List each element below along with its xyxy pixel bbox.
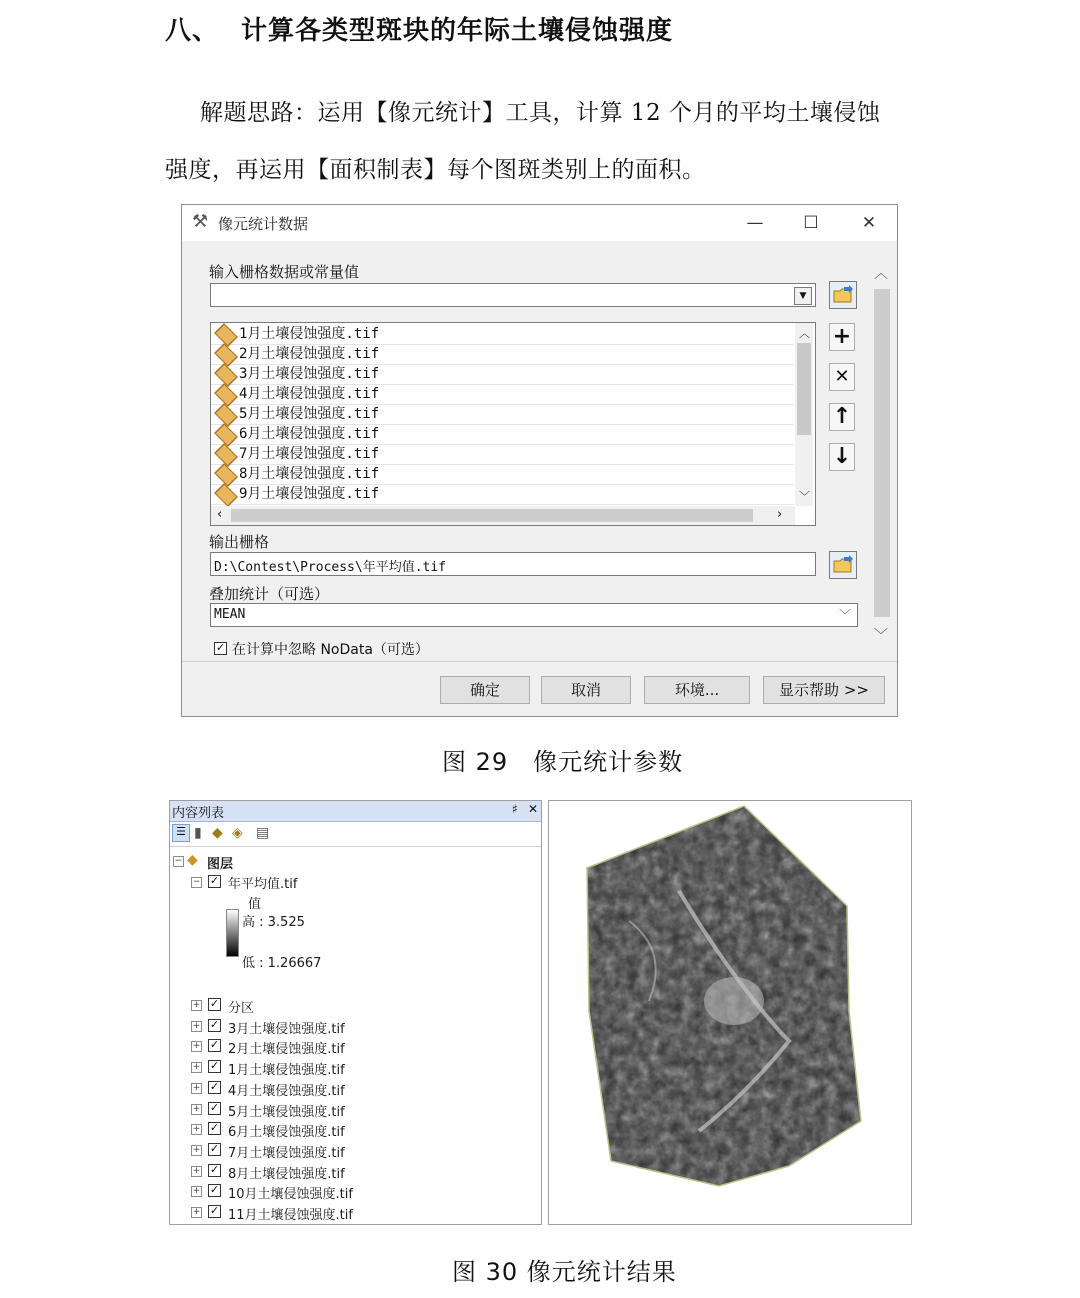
collapse-icon[interactable]: −	[174, 856, 183, 866]
toc-toolbar	[172, 823, 292, 845]
figure-29-caption: 图 29 像元统计参数	[442, 748, 684, 776]
toc-layer-item[interactable]: 分区	[228, 1001, 255, 1016]
scroll-down-icon[interactable]: ﹀	[874, 628, 888, 644]
toc-layer-item[interactable]: 2月土壤侵蚀强度.tif	[228, 1042, 345, 1058]
pin-icon[interactable]: ♯	[512, 802, 518, 816]
list-item-label: 7月土壤侵蚀强度.tif	[239, 446, 380, 462]
output-raster-label: 输出栅格	[209, 533, 270, 551]
move-down-button[interactable]: ↓	[829, 443, 855, 471]
close-button[interactable]: ✕	[861, 213, 877, 233]
toc-layer-item[interactable]: 6月土壤侵蚀强度.tif	[228, 1125, 345, 1141]
layer-visibility-checkbox[interactable]: ✓	[209, 1121, 220, 1135]
legend-high: 高 : 3.525	[242, 915, 305, 930]
figure-30-caption: 图 30 像元统计结果	[452, 1258, 677, 1286]
list-hscroll-thumb[interactable]	[231, 509, 753, 522]
expand-icon[interactable]: +	[192, 1000, 201, 1010]
maximize-button[interactable]: ☐	[803, 213, 819, 233]
list-item-label: 2月土壤侵蚀强度.tif	[239, 346, 380, 362]
layer-visibility-checkbox[interactable]: ✓	[209, 1204, 220, 1217]
expand-icon[interactable]: +	[192, 1020, 201, 1031]
list-item[interactable]	[211, 404, 794, 425]
folder-icon	[830, 282, 856, 308]
list-item[interactable]	[211, 464, 794, 485]
layer-visibility-checkbox[interactable]: ✓	[209, 1079, 220, 1093]
dialog-divider	[182, 661, 897, 662]
expand-icon[interactable]: +	[192, 1124, 201, 1135]
layers-root-label: 图层	[207, 857, 234, 872]
scroll-up-icon[interactable]: ︿	[874, 266, 888, 282]
toc-layer-item[interactable]: 1月土壤侵蚀强度.tif	[228, 1063, 345, 1079]
list-item[interactable]	[211, 444, 794, 465]
legend-color-ramp	[226, 909, 239, 957]
dialog-titlebar	[182, 205, 897, 241]
cell-statistics-dialog	[181, 204, 898, 717]
legend-low: 低 : 1.26667	[242, 956, 322, 971]
toc-layer-item[interactable]: 10月土壤侵蚀强度.tif	[228, 1187, 353, 1203]
list-item-label: 1月土壤侵蚀强度.tif	[239, 326, 380, 342]
list-item[interactable]	[211, 384, 794, 405]
ignore-nodata-checkbox[interactable]: ✓	[215, 641, 226, 654]
cancel-button[interactable]: 取消	[541, 676, 631, 704]
toc-divider	[170, 846, 542, 847]
show-help-button[interactable]: 显示帮助 >>	[763, 676, 885, 704]
list-item-label: 9月土壤侵蚀强度.tif	[239, 486, 380, 502]
toc-header	[170, 801, 542, 822]
expand-icon[interactable]: +	[192, 1207, 201, 1217]
paragraph-line-2: 强度，再运用【面积制表】每个图斑类别上的面积。	[165, 157, 706, 183]
section-number: 八、	[165, 16, 220, 46]
list-scroll-right-icon[interactable]: ›	[777, 507, 783, 522]
options-icon[interactable]: ▤	[256, 825, 270, 841]
raster-icon	[214, 483, 238, 507]
collapse-icon[interactable]: −	[192, 877, 201, 887]
input-raster-label: 输入栅格数据或常量值	[209, 263, 360, 281]
layer-visibility-checkbox[interactable]: ✓	[209, 1017, 220, 1031]
expand-icon[interactable]: +	[192, 1186, 201, 1197]
dialog-title: 像元统计数据	[218, 215, 309, 233]
list-item[interactable]	[211, 484, 794, 505]
list-item[interactable]	[211, 364, 794, 385]
list-by-selection-icon[interactable]: ◈	[232, 825, 243, 841]
layer-visibility-checkbox[interactable]: ✓	[209, 1038, 220, 1052]
list-scroll-up-icon[interactable]: ︿	[799, 327, 810, 340]
table-of-contents-panel	[169, 800, 542, 1225]
list-item-label: 5月土壤侵蚀强度.tif	[239, 406, 380, 422]
input-raster-list[interactable]	[210, 322, 816, 526]
toc-layer-item[interactable]: 11月土壤侵蚀强度.tif	[228, 1208, 353, 1223]
output-raster-field[interactable]	[210, 552, 816, 576]
layers-icon: ◆	[187, 852, 198, 868]
layer-visibility-checkbox[interactable]: ✓	[209, 1059, 220, 1073]
input-raster-combo[interactable]	[210, 283, 816, 307]
paragraph-line-1: 解题思路：运用【像元统计】工具，计算 12 个月的平均土壤侵蚀	[200, 100, 881, 126]
layer-visibility-checkbox[interactable]: ✓	[209, 1141, 220, 1155]
chevron-down-icon[interactable]: ﹀	[838, 608, 851, 622]
toc-title: 内容列表	[172, 806, 225, 821]
list-item[interactable]	[211, 344, 794, 365]
move-up-button[interactable]: ↑	[829, 403, 855, 431]
list-scroll-left-icon[interactable]: ‹	[217, 507, 223, 522]
ok-button[interactable]: 确定	[440, 676, 530, 704]
add-button[interactable]: +	[829, 323, 855, 351]
list-item-label: 4月土壤侵蚀强度.tif	[239, 386, 380, 402]
section-heading	[165, 10, 673, 47]
expand-icon[interactable]: +	[192, 1082, 201, 1093]
dropdown-arrow-icon[interactable]: ▼	[794, 287, 812, 305]
list-vscroll[interactable]	[795, 323, 813, 506]
ignore-nodata-label: 在计算中忽略 NoData（可选）	[232, 642, 429, 658]
overlay-statistic-select[interactable]	[210, 603, 858, 627]
minimize-button[interactable]: —	[746, 213, 764, 233]
list-by-source-icon[interactable]: ▮	[194, 825, 202, 841]
expand-icon[interactable]: +	[192, 1041, 201, 1052]
mean-layer-label[interactable]: 年平均值.tif	[228, 877, 298, 892]
legend-title: 值	[248, 897, 262, 912]
layer-visibility-checkbox[interactable]: ✓	[209, 1183, 220, 1197]
list-scroll-down-icon[interactable]: ﹀	[799, 490, 810, 503]
close-icon[interactable]: ✕	[528, 802, 539, 816]
layer-visibility-checkbox[interactable]: ✓	[209, 1162, 220, 1176]
remove-button[interactable]: ✕	[829, 363, 855, 391]
toc-layer-item[interactable]: 3月土壤侵蚀强度.tif	[228, 1021, 345, 1037]
list-by-visibility-icon[interactable]: ◆	[212, 825, 223, 841]
layer-visibility-checkbox[interactable]: ✓	[209, 874, 220, 887]
layer-visibility-checkbox[interactable]: ✓	[209, 1100, 220, 1114]
overlay-statistic-value: MEAN	[214, 607, 246, 622]
output-raster-value: D:\Contest\Process\年平均值.tif	[214, 560, 447, 575]
dialog-scrollbar[interactable]	[872, 263, 892, 643]
list-item-label: 8月土壤侵蚀强度.tif	[239, 466, 380, 482]
toc-layer-item[interactable]: 4月土壤侵蚀强度.tif	[228, 1083, 345, 1099]
expand-icon[interactable]: +	[192, 1144, 201, 1155]
expand-icon[interactable]: +	[192, 1103, 201, 1114]
scroll-thumb[interactable]	[874, 289, 890, 617]
mean-erosion-raster-map	[549, 801, 911, 1224]
expand-icon[interactable]: +	[192, 1165, 201, 1176]
toc-layer-item[interactable]: 5月土壤侵蚀强度.tif	[228, 1104, 345, 1120]
list-item[interactable]	[211, 324, 794, 345]
toc-layer-item[interactable]: 7月土壤侵蚀强度.tif	[228, 1145, 345, 1161]
folder-icon	[830, 552, 856, 578]
environments-button[interactable]: 环境...	[644, 676, 750, 704]
list-vscroll-thumb[interactable]	[797, 343, 811, 435]
list-by-drawing-order-icon[interactable]: ☰	[172, 824, 190, 842]
browse-output-button[interactable]	[829, 551, 857, 579]
hammer-icon: ⚒	[192, 211, 209, 232]
layer-visibility-checkbox[interactable]: ✓	[209, 997, 220, 1010]
expand-icon[interactable]: +	[192, 1062, 201, 1073]
overlay-statistic-label: 叠加统计（可选）	[209, 585, 330, 603]
section-title: 计算各类型斑块的年际土壤侵蚀强度	[241, 16, 674, 46]
browse-input-button[interactable]	[829, 281, 857, 309]
list-item-label: 3月土壤侵蚀强度.tif	[239, 366, 380, 382]
list-item[interactable]	[211, 424, 794, 445]
map-view[interactable]	[548, 800, 912, 1225]
list-hscroll[interactable]	[211, 506, 795, 525]
list-item-label: 6月土壤侵蚀强度.tif	[239, 426, 380, 442]
toc-layer-item[interactable]: 8月土壤侵蚀强度.tif	[228, 1166, 345, 1182]
